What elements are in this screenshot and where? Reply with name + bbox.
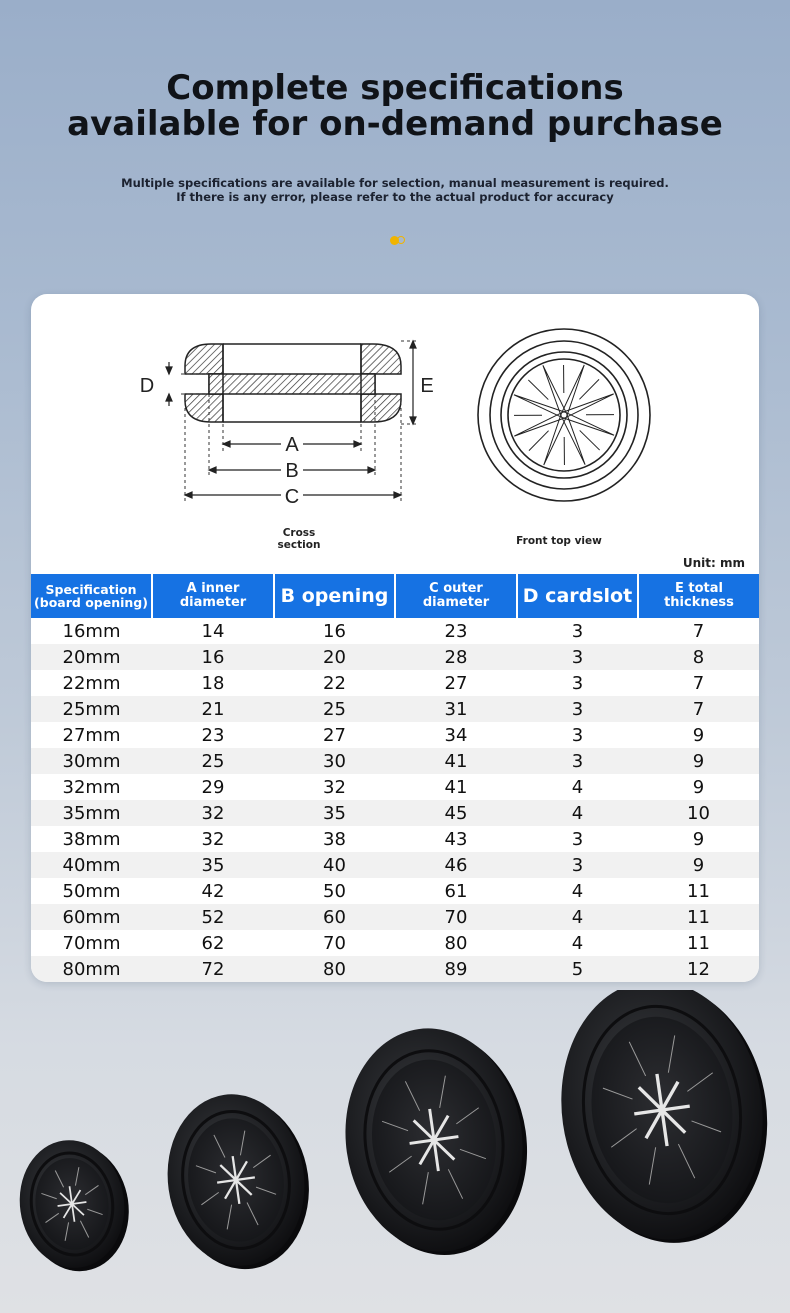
table-cell: 7 <box>692 620 705 642</box>
table-cell: 4 <box>517 904 638 930</box>
grommet-3 <box>331 1016 541 1267</box>
table-cell: 70mm <box>62 932 121 954</box>
table-cell: 3 <box>571 620 584 642</box>
table-cell: 35mm <box>31 800 152 826</box>
table-cell: 8 <box>638 644 759 670</box>
table-cell: 32 <box>201 828 225 850</box>
table-cell: 62 <box>201 932 225 954</box>
top-right-flange <box>361 344 401 374</box>
table-cell: 32mm <box>62 776 121 798</box>
table-cell: 4 <box>571 776 584 798</box>
table-cell: 11 <box>687 880 710 902</box>
table-cell: 4 <box>571 880 584 902</box>
table-cell: 9 <box>638 852 759 878</box>
table-row <box>31 956 759 982</box>
table-cell: 31 <box>395 696 517 722</box>
table-cell: 46 <box>395 852 517 878</box>
table-cell: 22 <box>323 672 346 694</box>
table-cell: 30 <box>274 748 395 774</box>
table-cell: 9 <box>692 776 705 798</box>
cross-section-drawing <box>185 344 401 422</box>
table-cell: 61 <box>444 880 468 902</box>
table-cell: 10 <box>638 800 759 826</box>
table-row <box>31 826 759 852</box>
table-cell: 16mm <box>62 620 121 642</box>
table-cell: 5 <box>517 956 638 982</box>
table-cell: 23 <box>444 620 468 642</box>
front-view-drawing <box>478 329 650 501</box>
table-cell: 60mm <box>31 904 152 930</box>
table-cell: 40 <box>274 852 395 878</box>
table-cell: 9 <box>638 748 759 774</box>
col-c: C outer diameter <box>395 574 517 618</box>
table-cell: 42 <box>201 880 225 902</box>
title-line-2: available for on-demand purchase <box>67 104 723 144</box>
table-cell: 25 <box>152 748 274 774</box>
table-cell: 80 <box>274 956 395 982</box>
table-cell: 25 <box>274 696 395 722</box>
table-cell: 7 <box>692 672 705 694</box>
unit-label: Unit: mm <box>682 556 745 570</box>
grommet-4 <box>545 990 784 1257</box>
table-cell: 21 <box>152 696 274 722</box>
col-spec: Specification (board opening) <box>31 574 152 618</box>
table-cell: 50 <box>323 880 346 902</box>
table-row <box>31 722 759 748</box>
label-b: B <box>285 460 299 482</box>
table-cell: 3 <box>571 672 584 694</box>
table-cell: 80 <box>444 932 468 954</box>
table-cell: 18 <box>201 672 225 694</box>
table-cell: 4 <box>517 800 638 826</box>
table-row <box>31 774 759 800</box>
table-cell: 70 <box>323 932 346 954</box>
table-cell: 9 <box>692 828 705 850</box>
table-cell: 25mm <box>31 696 152 722</box>
table-cell: 16 <box>323 620 346 642</box>
table-cell: 27mm <box>62 724 121 746</box>
table-cell: 20mm <box>31 644 152 670</box>
table-cell: 34 <box>444 724 468 746</box>
label-e: E <box>420 375 434 397</box>
label-d: D <box>139 375 155 397</box>
front-view-caption: Front top view <box>516 535 602 547</box>
col-a: A inner diameter <box>152 574 274 618</box>
grommet-2 <box>157 1085 320 1279</box>
table-cell: 20 <box>274 644 395 670</box>
table-row <box>31 878 759 904</box>
table-cell: 50mm <box>62 880 121 902</box>
table-cell: 28 <box>395 644 517 670</box>
table-cell: 14 <box>201 620 225 642</box>
bottom-left-flange <box>185 394 223 422</box>
subtitle-line-1: Multiple specifications are available for selection, manual measurement is required. <box>121 176 669 190</box>
table-cell: 60 <box>274 904 395 930</box>
table-cell: 89 <box>395 956 517 982</box>
col-e: E total thickness <box>638 574 759 618</box>
table-cell: 41 <box>444 776 468 798</box>
table-cell: 4 <box>571 932 584 954</box>
table-cell: 11 <box>687 932 710 954</box>
table-cell: 27 <box>444 672 468 694</box>
table-cell: 12 <box>638 956 759 982</box>
table-cell: 38 <box>323 828 346 850</box>
dot-inactive <box>397 236 405 244</box>
table-cell: 23 <box>201 724 225 746</box>
table-cell: 52 <box>152 904 274 930</box>
col-b: B opening <box>274 574 395 618</box>
table-cell: 32 <box>152 800 274 826</box>
table-cell: 3 <box>517 748 638 774</box>
title-line-1: Complete specifications <box>166 68 624 108</box>
table-row <box>31 670 759 696</box>
carousel-dots <box>390 236 410 246</box>
table-cell: 9 <box>692 724 705 746</box>
table-row <box>31 748 759 774</box>
table-cell: 35 <box>152 852 274 878</box>
table-row <box>31 644 759 670</box>
table-cell: 38mm <box>62 828 121 850</box>
bottom-right-flange <box>361 394 401 422</box>
top-left-flange <box>185 344 223 374</box>
table-cell: 43 <box>444 828 468 850</box>
table-row <box>31 696 759 722</box>
label-c: C <box>284 486 300 508</box>
subtitle-line-2: If there is any error, please refer to the actual product for accuracy <box>176 190 614 204</box>
table-cell: 3 <box>571 828 584 850</box>
page-title <box>0 70 790 142</box>
table-cell: 72 <box>152 956 274 982</box>
spec-table <box>31 574 759 982</box>
table-cell: 40mm <box>31 852 152 878</box>
table-cell: 32 <box>323 776 346 798</box>
cross-section-caption: Cross section <box>277 527 321 551</box>
grommet-1 <box>12 1133 137 1279</box>
table-cell: 3 <box>517 644 638 670</box>
col-d: D cardslot <box>517 574 638 618</box>
table-row <box>31 800 759 826</box>
board-panel <box>209 374 375 394</box>
table-cell: 11 <box>638 904 759 930</box>
subtitle <box>0 176 790 204</box>
table-cell: 30mm <box>31 748 152 774</box>
table-cell: 29 <box>201 776 225 798</box>
product-photo <box>0 990 790 1313</box>
table-cell: 35 <box>274 800 395 826</box>
table-cell: 7 <box>638 696 759 722</box>
table-cell: 3 <box>517 852 638 878</box>
table-cell: 3 <box>571 724 584 746</box>
table-row <box>31 852 759 878</box>
label-a: A <box>285 434 299 456</box>
table-row <box>31 618 759 644</box>
star-slits <box>514 365 614 465</box>
technical-diagram <box>31 294 759 574</box>
table-cell: 70 <box>395 904 517 930</box>
table-row <box>31 930 759 956</box>
table-header-row <box>31 574 759 618</box>
table-cell: 27 <box>323 724 346 746</box>
table-cell: 3 <box>517 696 638 722</box>
table-row <box>31 904 759 930</box>
spec-card <box>31 294 759 982</box>
table-cell: 22mm <box>62 672 121 694</box>
table-cell: 16 <box>152 644 274 670</box>
table-cell: 45 <box>395 800 517 826</box>
table-cell: 41 <box>395 748 517 774</box>
table-cell: 80mm <box>31 956 152 982</box>
